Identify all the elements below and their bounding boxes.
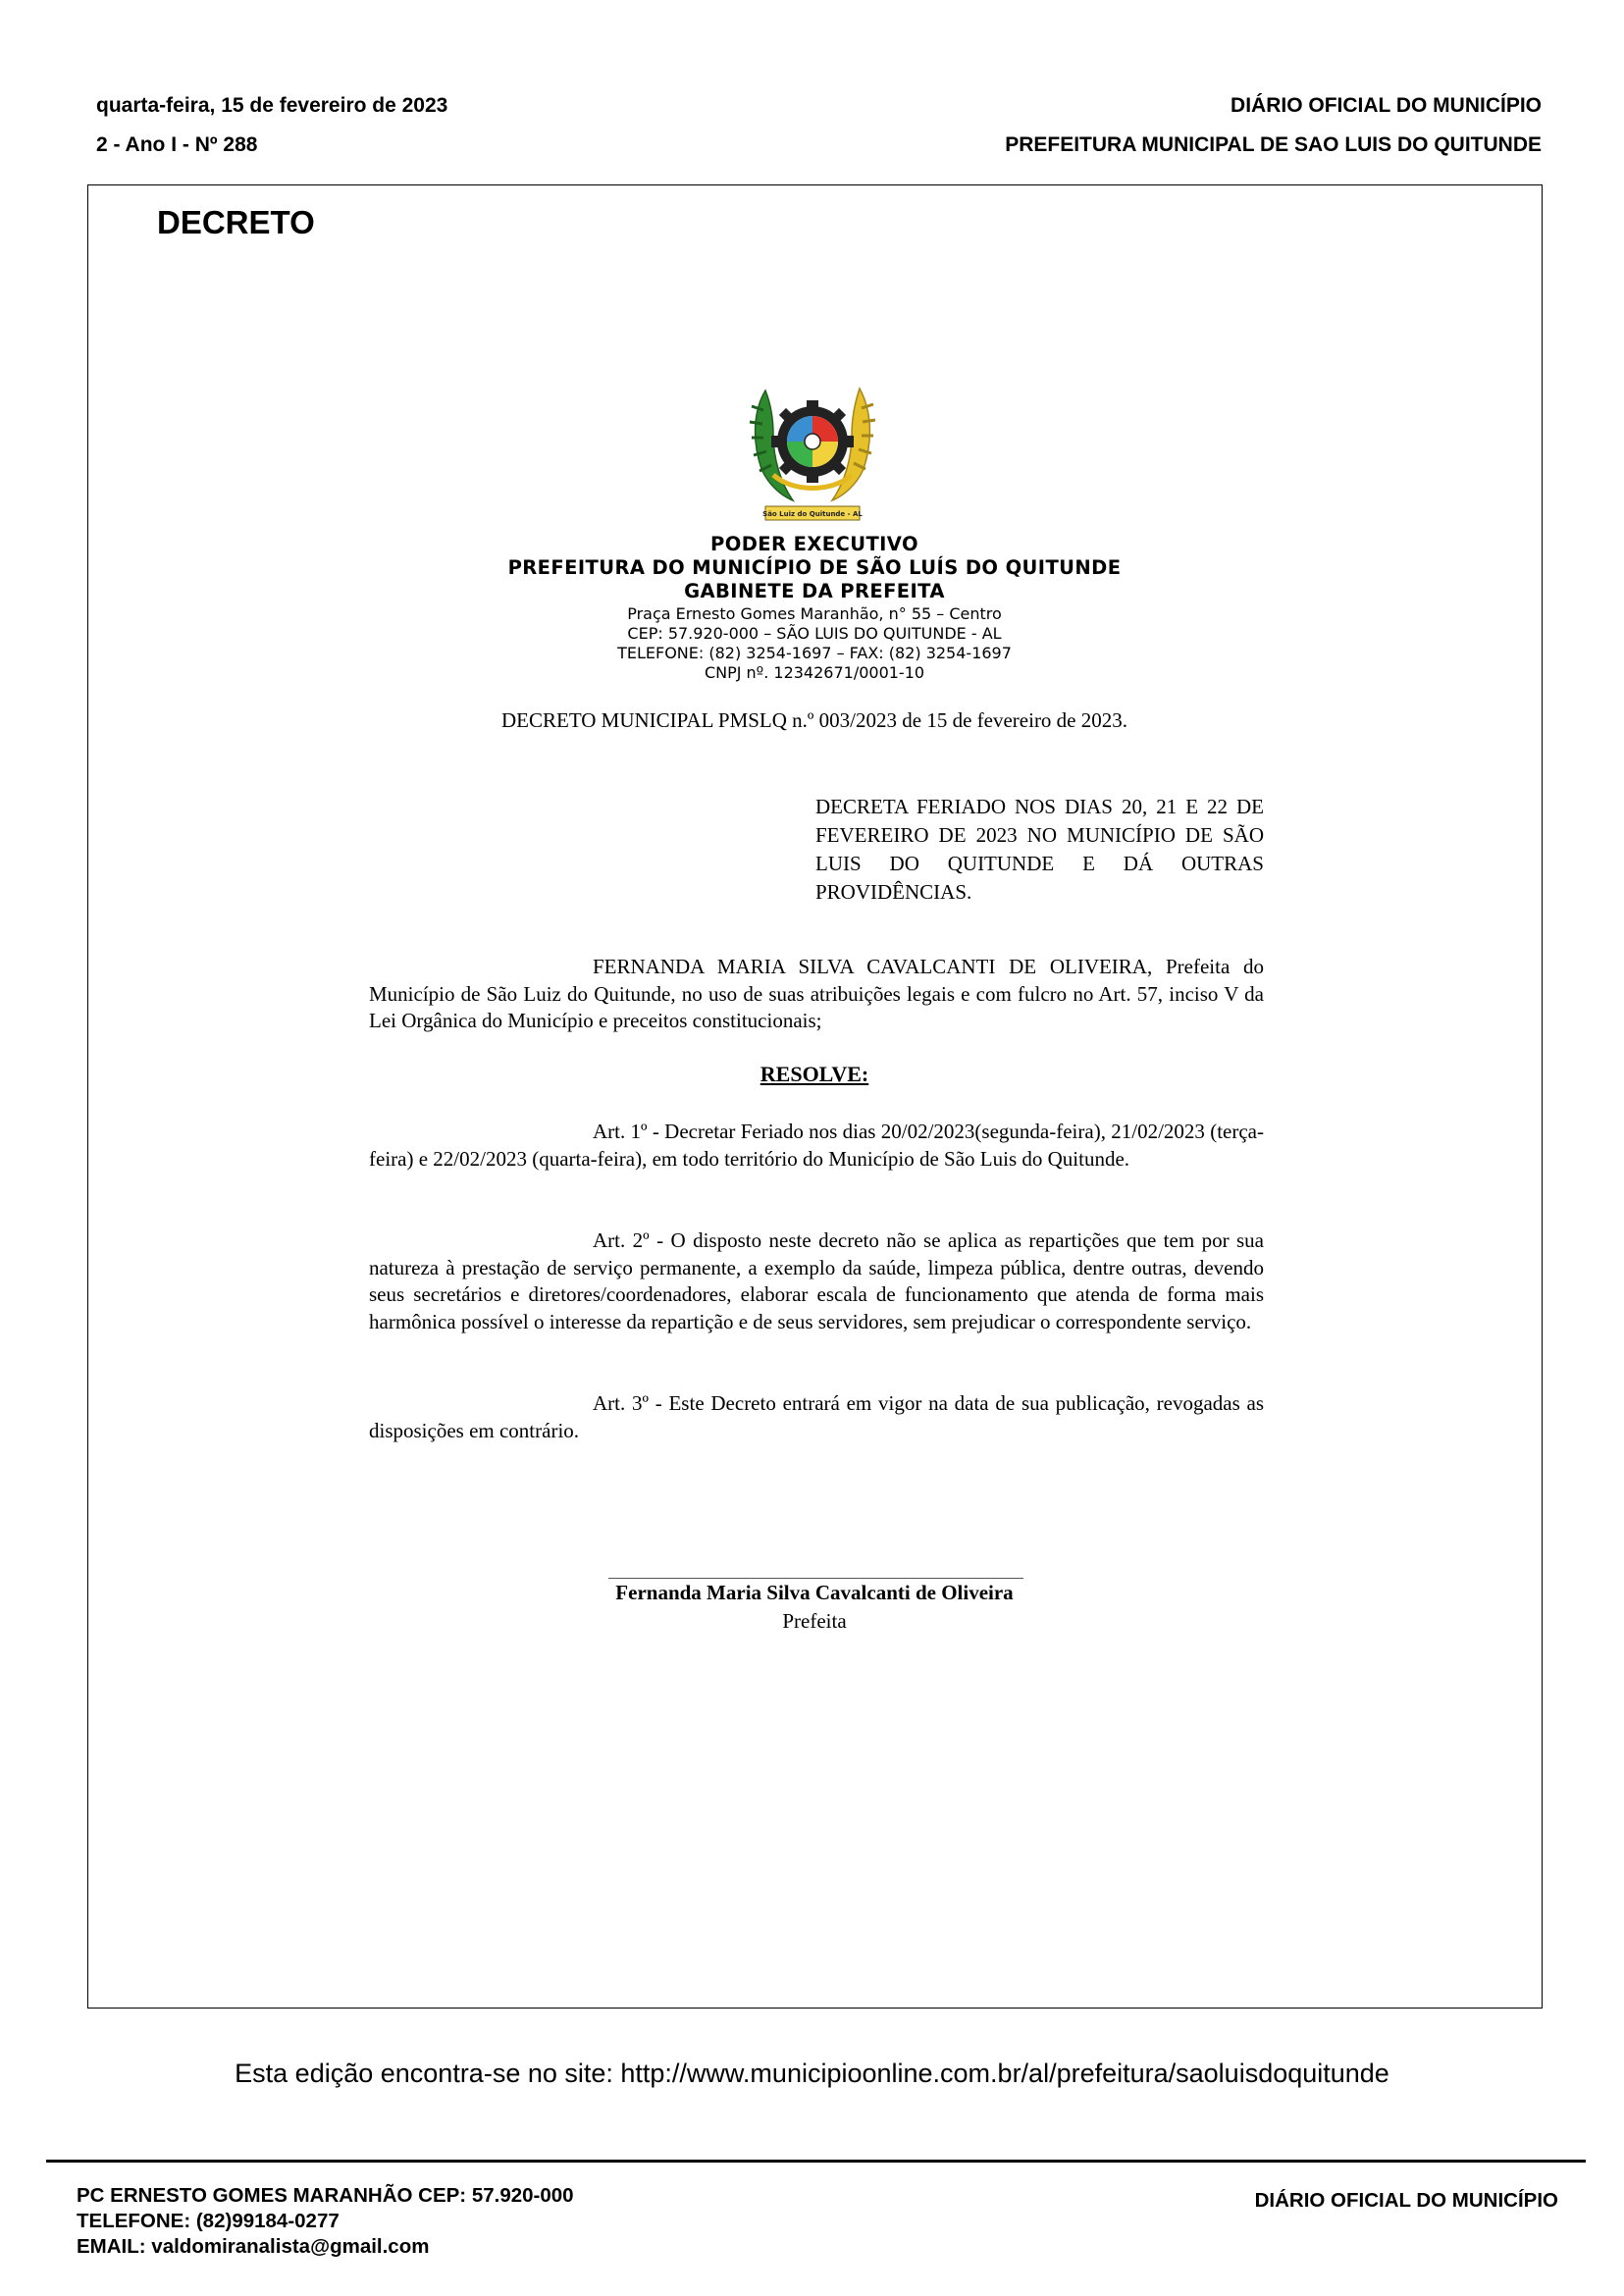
institution-phone: TELEFONE: (82) 3254-1697 – FAX: (82) 3254-1697: [617, 644, 1012, 662]
decree-intro-paragraph: FERNANDA MARIA SILVA CAVALCANTI DE OLIVEIRA, Prefeita do Município de São Luiz do Quitunde, no uso de suas atribuições legais e com fulcro no Art. 57, inciso V da Lei Orgânica do Município e preceitos constitucionais;: [369, 955, 1264, 1032]
article-1: Art. 1º - Decretar Feriado nos dias 20/02/2023(segunda-feira), 21/02/2023 (terça-feira) e 22/02/2023 (quarta-feira), em todo território do Município de São Luis do Quitunde.: [369, 1120, 1264, 1171]
article-3: Art. 3º - Este Decreto entrará em vigor na data de sua publicação, revogadas as disposições em contrário.: [369, 1391, 1264, 1442]
footer-address: PC ERNESTO GOMES MARANHÃO CEP: 57.920-000: [77, 2184, 574, 2207]
signature-line: [608, 1578, 1023, 1579]
municipal-crest-icon: [744, 381, 881, 526]
institution-branch: PODER EXECUTIVO: [710, 533, 918, 555]
footer-email: EMAIL: valdomiranalista@gmail.com: [77, 2235, 430, 2258]
decree-ementa: DECRETA FERIADO NOS DIAS 20, 21 E 22 DE FEVEREIRO DE 2023 NO MUNICÍPIO DE SÃO LUIS DO QUITUNDE E DÁ OUTRAS PROVIDÊNCIAS.: [815, 795, 1264, 904]
resolve-heading: RESOLVE:: [760, 1062, 869, 1086]
section-title: DECRETO: [157, 204, 315, 240]
decree-number: DECRETO MUNICIPAL PMSLQ n.º 003/2023 de 15 de fevereiro de 2023.: [500, 708, 1128, 732]
institution-cnpj: CNPJ nº. 12342671/0001-10: [704, 663, 925, 682]
signatory-name: Fernanda Maria Silva Cavalcanti de Oliveira: [615, 1581, 1014, 1604]
institution-cep: CEP: 57.920-000 – SÃO LUIS DO QUITUNDE - AL: [627, 624, 1002, 643]
header-publication-title: DIÁRIO OFICIAL DO MUNICÍPIO: [1231, 94, 1542, 117]
footer-divider: [46, 2160, 1586, 2163]
institution-name: PREFEITURA DO MUNICÍPIO DE SÃO LUÍS DO QUITUNDE: [507, 556, 1122, 579]
footer-phone: TELEFONE: (82)99184-0277: [77, 2210, 340, 2232]
header-prefecture: PREFEITURA MUNICIPAL DE SAO LUIS DO QUITUNDE: [1005, 133, 1542, 156]
signatory-role: Prefeita: [782, 1609, 847, 1633]
header-date: quarta-feira, 15 de fevereiro de 2023: [96, 94, 448, 117]
header-issue-number: 2 - Ano I - Nº 288: [96, 133, 258, 156]
institution-office: GABINETE DA PREFEITA: [684, 580, 945, 602]
article-2: Art. 2º - O disposto neste decreto não se aplica as repartições que tem por sua natureza à prestação de serviço permanente, a exemplo da saúde, limpeza pública, dentre outras, devendo seus secretários e diretores/coordenadores, elaborar escala de funcionamento que atenda de forma mais harmônica possível o interesse da repartição e de seus servidores, sem prejudicar o correspondente serviço.: [369, 1228, 1264, 1333]
crest-banner-text: São Luiz do Quitunde - AL: [762, 510, 863, 518]
footer-publication-title: DIÁRIO OFICIAL DO MUNICÍPIO: [1254, 2189, 1558, 2212]
edition-site-note: Esta edição encontra-se no site: http://www.municipioonline.com.br/al/prefeitura/saoluisdoquitunde: [235, 2059, 1389, 2088]
institution-address: Praça Ernesto Gomes Maranhão, n° 55 – Centro: [627, 604, 1002, 623]
